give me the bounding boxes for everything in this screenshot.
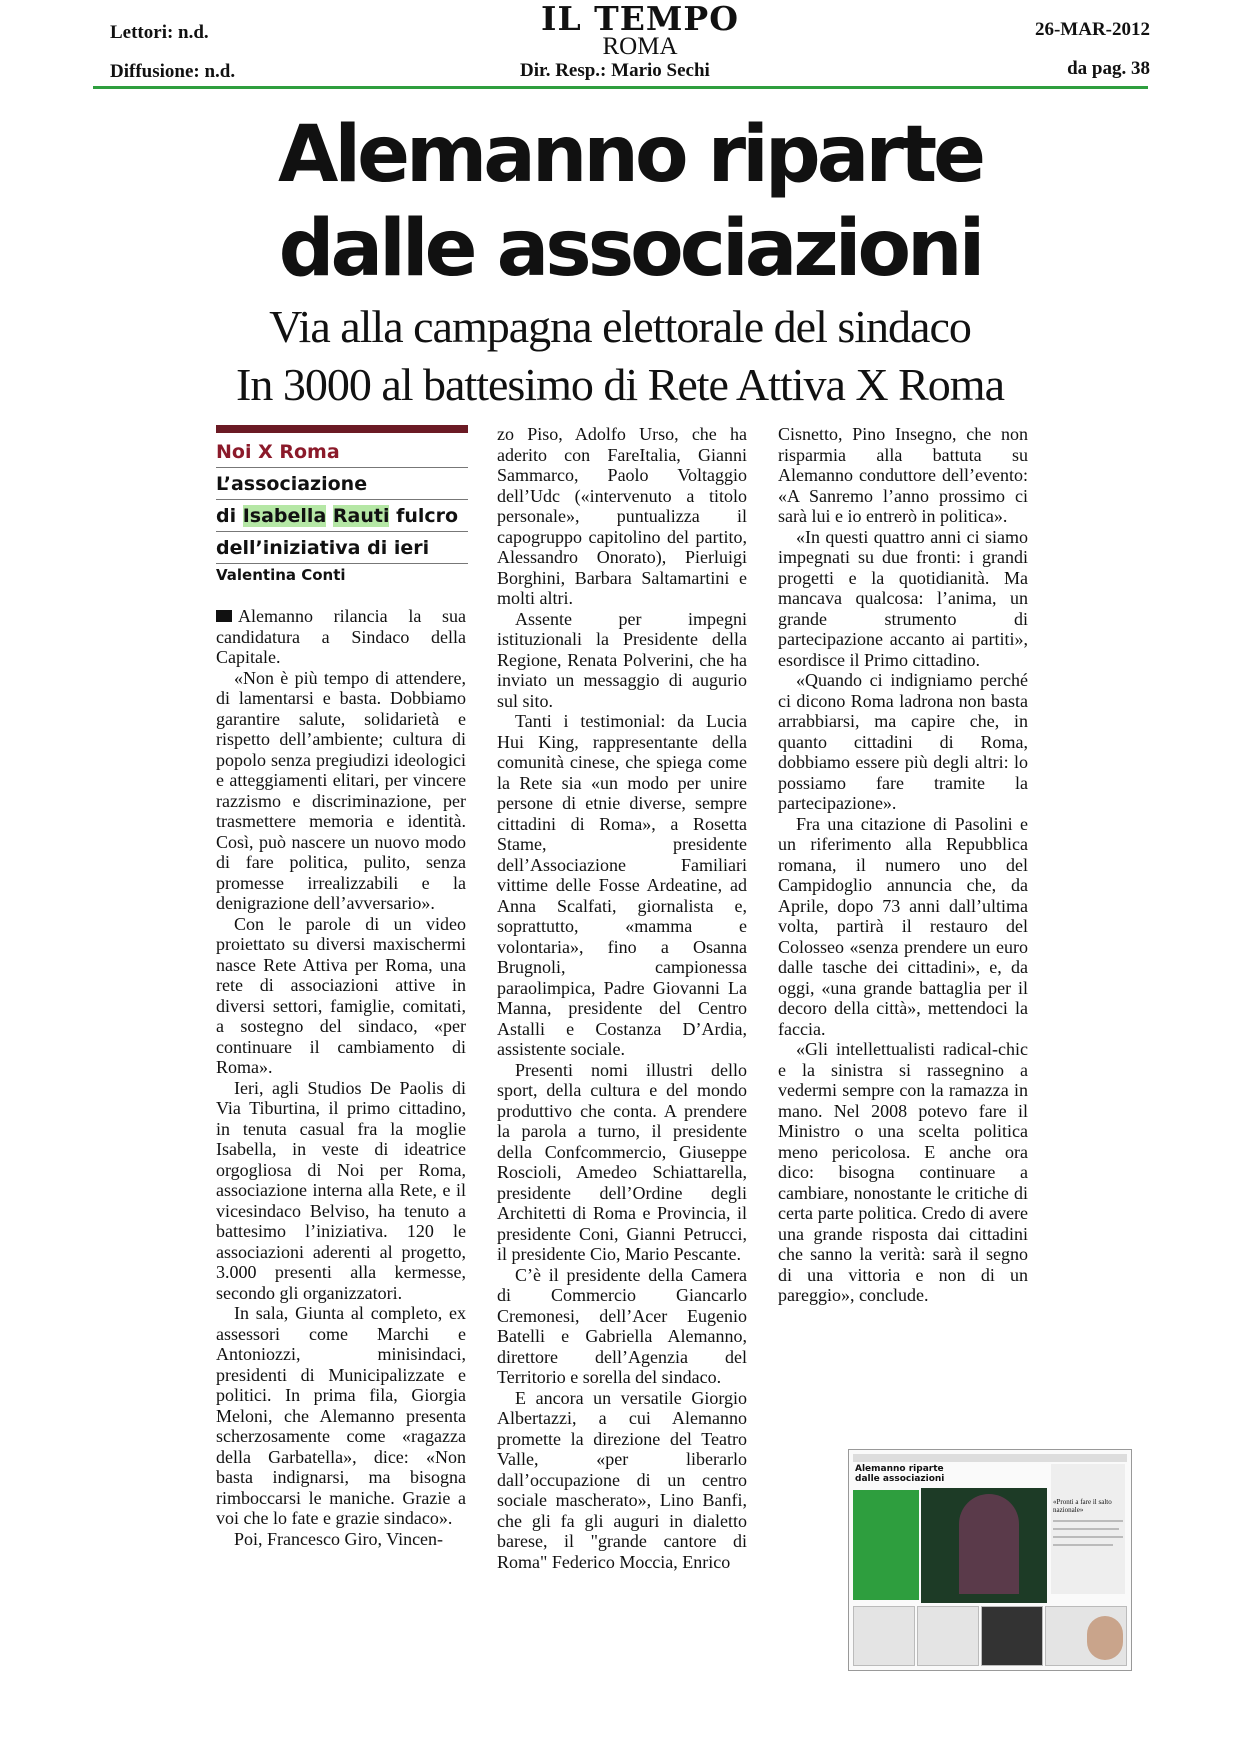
article-column-3 — [778, 424, 1028, 1306]
author-byline: Valentina Conti — [216, 566, 346, 584]
paragraph: «In questi quattro anni ci siamo impegnati su due fronti: i grandi progetti e la quotidianità. Ma mancava qualcosa: l’anima, un grande strumento di partecipazione accanto ai partiti», esordisce il Primo cittadino. — [778, 526, 1028, 670]
paragraph: Presenti nomi illustri dello sport, della cultura e del mondo produttivo che conta. A prendere la parola a turno, il presidente della Confcommercio, Giuseppe Roscioli, Amedeo Schiattarella, presidente dell’Ordine degli Architetti di Roma e Provincia, il presidente Coni, Gianni Petrucci, il presidente Cio, Mario Pescante. — [497, 1059, 747, 1264]
circulation-label: Diffusione: n.d. — [110, 61, 236, 82]
thumb-ad — [917, 1606, 979, 1666]
thumb-header-strip — [853, 1454, 1127, 1462]
paragraph: Assente per impegni istituzionali la Presidente della Regione, Renata Polverini, che ha inviato un messaggio di augurio sul sito. — [497, 608, 747, 711]
deck-suffix: fulcro — [389, 505, 459, 527]
subhead-line-2: In 3000 al battesimo di Rete Attiva X Roma — [236, 359, 1004, 410]
masthead-city: ROMA — [602, 33, 678, 60]
lead-square-icon — [216, 610, 232, 622]
deck-line-3: dell’iniziativa di ieri — [216, 533, 468, 564]
paragraph: C’è il presidente della Camera di Commercio Giancarlo Cremonesi, dell’Acer Eugenio Batelli e Gabriella Alemanno, direttore dell’Agenzia del Territorio e sorella del sindaco. — [497, 1264, 747, 1387]
readers-label: Lettori: n.d. — [110, 22, 209, 43]
headline-line-2: dalle associazioni — [278, 204, 982, 294]
page-thumbnail — [848, 1449, 1132, 1671]
article-column-1 — [216, 606, 466, 1549]
deck-prefix: di — [216, 505, 243, 527]
deck-line-1: L’associazione — [216, 469, 468, 500]
page-label: da pag. 38 — [1067, 58, 1150, 79]
paragraph: zo Piso, Adolfo Urso, che ha aderito con FareItalia, Gianni Sammarco, Paolo Voltaggio dell’Udc («intervenuto a titolo personale», puntualizza il capogruppo capitolino del partito, Alessandro Onorato), Pierluigi Borghini, Barbara Saltamartini e molti altri. — [497, 424, 747, 608]
thumb-ad — [853, 1606, 915, 1666]
thumb-text-line — [1053, 1520, 1123, 1522]
paragraph: «Quando ci indigniamo perché ci dicono Roma ladrona non basta arrabbiarsi, ma capire che, in quanto cittadini di Roma, dobbiamo essere più degli altri: lo possiamo fare tramite la partecipazione». — [778, 670, 1028, 813]
paragraph: Cisnetto, Pino Insegno, che non risparmia alla battuta su Alemanno conduttore dell’evento: «A Sanremo l’anno prossimo ci sarà lui e io entrerò in politica». — [778, 424, 1028, 526]
masthead-name: IL TEMPO — [541, 0, 739, 38]
thumb-side-title: «Pronti a fare il salto nazionale» — [1053, 1498, 1112, 1514]
thumb-text-line — [1053, 1536, 1123, 1538]
paragraph: Fra una citazione di Pasolini e un riferimento alla Repubblica romana, il numero uno del Campidoglio annuncia che, da Aprile, dopo 73 anni dall’ultima volta, partirà il restauro del Colosseo «senza prendere un euro dalle tasche dei cittadini», e, da oggi, «una grande battaglia per il decoro della città», mettendoci la faccia. — [778, 813, 1028, 1039]
thumb-text-line — [1053, 1528, 1119, 1530]
director-label: Dir. Resp.: Mario Sechi — [520, 60, 710, 81]
paragraph: Poi, Francesco Giro, Vincen- — [234, 1528, 444, 1549]
thumb-text-line — [1053, 1544, 1113, 1546]
paragraph: «Gli intellettualisti radical-chic e la sinistra si rassegnino a vedermi sempre con la ramazza in mano. Nel 2008 potevo fare il Ministro o una scelta politica meno pericolosa. E anche ora dico: bisogna continuare a cambiare, nonostante le critiche di certa parte politica. Credo di avere una grande risposta dai cittadini che sanno la verità: sarà il segno di una vittoria e non di un pareggio», conclude. — [778, 1039, 1028, 1305]
date-label: 26-MAR-2012 — [1034, 19, 1150, 40]
highlighted-name-last: Rauti — [332, 505, 390, 527]
article-subheadline — [200, 298, 1040, 414]
paragraph: Alemanno rilancia la sua candidatura a Sindaco della Capitale. — [216, 606, 466, 667]
kicker: Noi X Roma — [216, 437, 468, 468]
paragraph: Tanti i testimonial: da Lucia Hui King, rappresentante della comunità cinese, che spiega come la Rete sia «un modo per unire persone di etnie diverse, sempre cittadini di Roma», a Rosetta Stame, presidente dell’Associazione Familiari vittime delle Fosse Ardeatine, ad Anna Scalfati, giornalista e, soprattutto, «mamma e volontaria», fino a Osanna Brugnoli, campionessa paraolimpica, Padre Giovanni La Manna, presidente del Centro Astalli e Costanza D’Ardia, assistente sociale. — [497, 711, 747, 1059]
header-divider — [93, 86, 1148, 89]
subhead-line-1: Via alla campagna elettorale del sindaco — [269, 301, 971, 352]
paragraph: Ieri, agli Studios De Paolis di Via Tiburtina, il primo cittadino, in tenuta casual fra la moglie Isabella, in veste di ideatrice orgogliosa di Noi per Roma, associazione interna alla Rete, e il vicesindaco Belviso, ha tenuto a battesimo l’iniziativa. 120 le associazioni aderenti al progetto, 3.000 presenti alla kermesse, secondo gli organizzatori. — [216, 1077, 466, 1303]
masthead — [540, 2, 740, 58]
paragraph: In sala, Giunta al completo, ex assessori come Marchi e Antoniozzi, minisindaci, presidenti di Municipalizzate e politici. In prima fila, Giorgia Meloni, che Alemanno presenta scherzosamente come «ragazza della Garbatella», dice: «Non basta indignarsi, ma bisogna rimboccarsi le maniche. Grazie a voi che lo fate e grazie sindaco». — [216, 1303, 466, 1528]
thumb-face — [1087, 1616, 1123, 1660]
paragraph: «Non è più tempo di attendere, di lamentarsi e basta. Dobbiamo garantire salute, solidarietà e rispetto dell’ambiente; cultura di popolo senza pregiudizi ideologici e atteggiamenti elitari, per vincere razzismo e discriminazione, per trasmettere memoria e identità. Così, può nascere un nuovo modo di fare politica, pulito, senza promesse irrealizzabili e la denigrazione dell’avversario». — [216, 667, 466, 913]
paragraph: Con le parole di un video proiettato su diversi maxischermi nasce Rete Attiva per Roma, una rete di associazioni attive in diversi settori, famiglie, comitati, a sostegno del sindaco, «per continuare il cambiamento di Roma». — [216, 913, 466, 1077]
highlighted-name-first: Isabella — [242, 505, 327, 527]
article-column-2 — [497, 424, 747, 1572]
deck-line-2 — [216, 501, 468, 532]
thumb-green-column — [853, 1490, 919, 1600]
article-headline — [220, 108, 1040, 296]
paragraph: E ancora un versatile Giorgio Albertazzi, a cui Alemanno promette la direzione del Teatro Valle, «per liberarlo dall’occupazione di un centro sociale mascherato», Lino Banfi, che gli fa gli auguri in dialetto barese, il "grande cantore di Roma" Federico Moccia, Enrico — [497, 1387, 747, 1572]
thumb-ad — [981, 1606, 1043, 1666]
headline-line-1: Alemanno riparte — [277, 110, 983, 200]
thumb-headline: Alemanno riparte dalle associazioni — [855, 1464, 945, 1484]
thumb-photo-figure — [959, 1494, 1019, 1594]
kicker-bar — [216, 425, 468, 433]
